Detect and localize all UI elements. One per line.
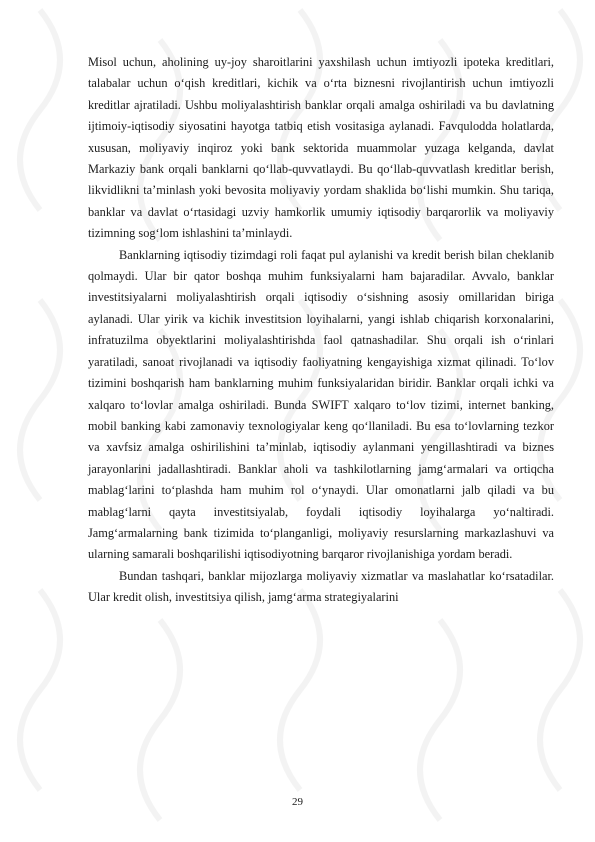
body-text [88,52,554,609]
paragraph-3: Bundan tashqari, banklar mijozlarga moliyaviy xizmatlar va maslahatlar ko‘rsatadilar. Ular kredit olish, investitsiya qilish, jamg‘arma strategiyalarini [88,568,554,605]
paragraph-1: Misol uchun, aholining uy-joy sharoitlarini yaxshilash uchun imtiyozli ipoteka kreditlari, talabalar uchun o‘qish kreditlari, kichik va o‘rta biznesni rivojlantirish uchun imtiyozli kreditlar ajratiladi. Ushbu moliyalashtirish banklar orqali amalga oshiriladi va bu davlatning ijtimoiy-iqtisodiy siyosatini hayotga tatbiq etish vositasiga aylanadi. Favqulodda holatlarda, xususan, moliyaviy inqiroz yoki bank sektorida muammolar yuzaga kelganda, davlat Markaziy bank orqali banklarni qo‘llab-quvvatlaydi. Bu qo‘llab-quvvatlash kreditlar berish, likvidlikni ta’minlash yoki bevosita moliyaviy yordam shaklida bo‘lishi mumkin. Shu tariqa, banklar va davlat o‘rtasidagi uzviy hamkorlik umumiy iqtisodiy barqarorlik va moliyaviy tizimning sog‘lom ishlashini ta’minlaydi. [88,55,554,241]
page-number: 29 [292,796,303,808]
paragraph-2: Banklarning iqtisodiy tizimdagi roli faqat pul aylanishi va kredit berish bilan cheklanib qolmaydi. Ular bir qator boshqa muhim funksiyalarni ham bajaradilar. Avvalo, banklar investitsiyalarni moliyalashtirish orqali iqtisodiy o‘sishning asosiy omillaridan biriga aylanadi. Ular yirik va kichik investitsion loyihalarni, yangi ishlab chiqarish korxonalarini, infratuzilma obyektlarini moliyalashtirishda faol qatnashadilar. Shu orqali ish o‘rinlari yaratiladi, sanoat rivojlanadi va iqtisodiy faoliyatning kengayishiga xizmat qilinadi. To‘lov tizimini boshqarish ham banklarning muhim funksiyalaridan biridir. Banklar orqali ichki va xalqaro to‘lovlar amalga oshiriladi. Bunda SWIFT xalqaro to‘lov tizimi, internet banking, mobil banking kabi zamonaviy texnologiyalar keng qo‘llaniladi. Bu esa to‘lovlarning tezkor va xavfsiz amalga oshirilishini ta’minlab, iqtisodiy aylanmani yengillashtiradi va biznes jarayonlarini jadallashtiradi. Banklar aholi va tashkilotlarning jamg‘armalari va ortiqcha mablag‘larini to‘plashda ham muhim rol o‘ynaydi. Ular omonatlarni jalb qiladi va bu mablag‘larni qayta investitsiyalab, foydali iqtisodiy loyihalarga yo‘naltiradi. Jamg‘armalarning bank tizimida to‘planganligi, moliyaviy resurslarning markazlashuvi va ularning samarali boshqarilishi iqtisodiyotning barqaror rivojlanishiga yordam beradi. [88,247,554,562]
